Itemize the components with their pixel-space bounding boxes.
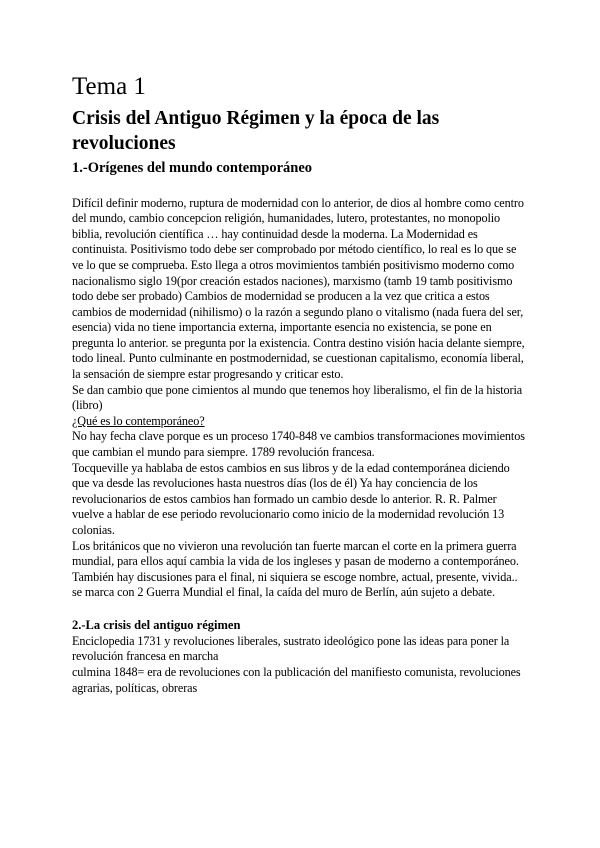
page-title: Crisis del Antiguo Régimen y la época de las revoluciones [72, 108, 440, 155]
section-1-paragraph-1: Difícil definir moderno, ruptura de modernidad con lo anterior, de dios al hombre como centro del mundo, cambio concepcion religión, humanidades, lutero, protestantes, no monopolio biblia, revolución científica … hay continuidad desde la moderna. La Modernidad es continuista. Positivismo todo debe ser comprobado por método científico, lo real es lo que se ve lo que se comprueba. Esto llega a otros movimientos también positivismo moderno como nacionalismo siglo 19(por creación estados naciones), marxismo (tamb 19 tamb positivismo todo debe ser probado) Cambios de modernidad se producen a la vez que critica a estos cambios de modernidad (nihilismo) o la razón a segundo plano o vitalismo (nada fuera del ser, esencia) vida no tiene importancia externa, importante esencia no existencia, se pone en pregunta lo anterior. se pregunta por la existencia. Contra destino visión hacia delante siempre, todo lineal. Punto culminante en postmodernidad, se cuestionan capitalismo, economía liberal, la sensación de siempre estar progresando y criticar esto. [72, 195, 525, 382]
section-1-paragraph-5: Los británicos que no vivieron una revolución tan fuerte marcan el corte en la primera guerra mundial, para ellos aquí cambia la vida de los ingleses y pasan de moderno a contemporáneo. [72, 538, 519, 569]
section-1-question: ¿Qué es lo contemporáneo? [72, 413, 205, 428]
section-2-heading: 2.-La crisis del antiguo régimen [72, 617, 241, 632]
section-1-paragraph-2: Se dan cambio que pone cimientos al mundo que tenemos hoy liberalismo, el fin de la historia (libro) [72, 382, 523, 413]
section-2-paragraph-1: Enciclopedia 1731 y revoluciones liberales, sustrato ideológico pone las ideas para poner la revolución francesa en marcha [72, 633, 510, 664]
section-2-paragraph-2: culmina 1848= era de revoluciones con la publicación del manifiesto comunista, revoluciones agrarias, políticas, obreras [72, 665, 521, 695]
section-1-heading: 1.-Orígenes del mundo contemporáneo [72, 159, 313, 176]
section-1-paragraph-4: Tocqueville ya hablaba de estos cambios en sus libros y de la edad contemporánea diciendo que va desde las revoluciones hasta nuestros días (los de él) Ya hay conciencia de los revolucionarios de estos cambios han formado un cambio desde lo anterior. R. R. Palmer vuelve a hablar de ese periodo revolucionario como inicio de la modernidad revolución 13 colonias. [72, 460, 510, 537]
section-1-paragraph-6: También hay discusiones para el final, ni siquiera se escoge nombre, actual, presente, vivida.. se marca con 2 Guerra Mundial el final, la caída del muro de Berlín, aún sujeto a debate. [72, 569, 518, 600]
section-1-paragraph-3: No hay fecha clave porque es un proceso 1740-848 ve cambios transformaciones movimientos que cambian el mundo para siempre. 1789 revolución francesa. [72, 429, 525, 460]
tema-heading: Tema 1 [72, 73, 146, 100]
